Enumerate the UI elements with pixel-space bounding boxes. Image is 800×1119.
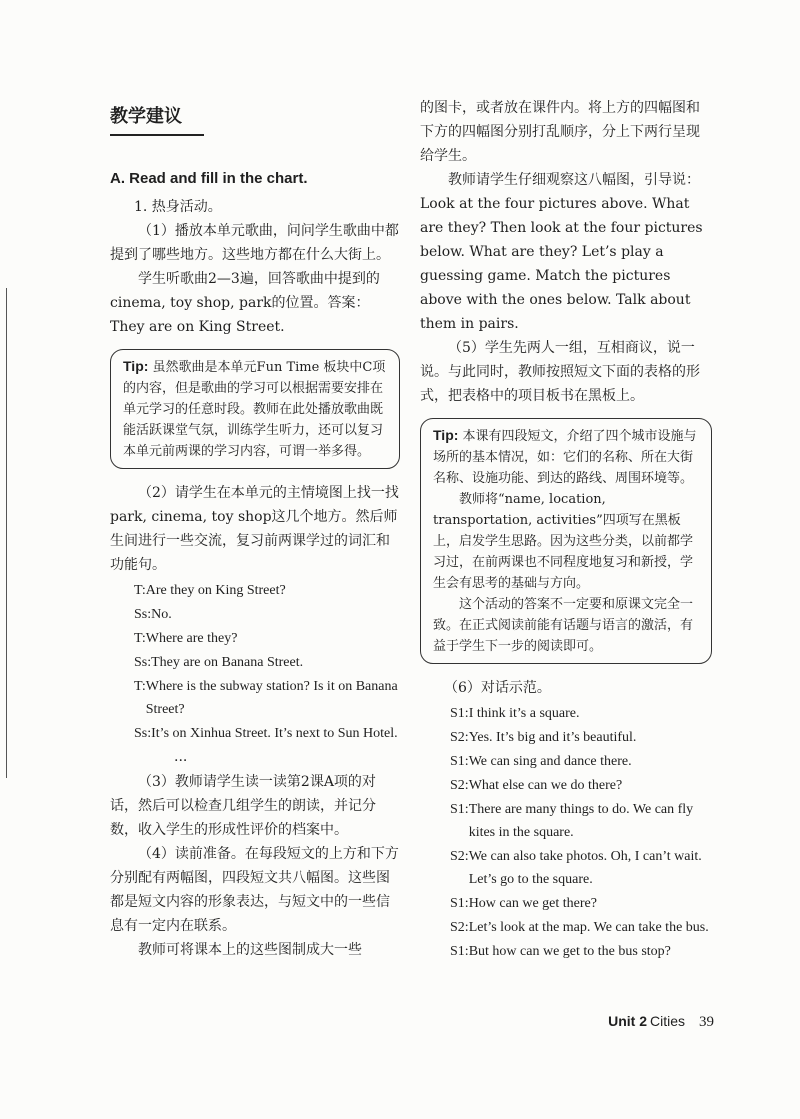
dialog-line	[134, 651, 400, 674]
dialog-line	[450, 892, 712, 915]
dialog-text: We can also take photos. Oh, I can’t wait. Let’s go to the square.	[468, 849, 702, 887]
step-1-4-continued: 教师可将课本上的这些图制成大一些	[138, 942, 362, 958]
continued-paragraph: 的图卡，或者放在课件内。将上方的四幅图和下方的四幅图分别打乱顺序，分上下两行呈现给学生。	[420, 100, 700, 164]
dialog-line	[134, 627, 400, 650]
dialog-text: But how can we get to the bus stop?	[468, 944, 671, 959]
dialog-line	[134, 675, 400, 721]
dialog-line	[450, 798, 712, 844]
unit-label: Unit 2	[608, 1013, 647, 1029]
sub-heading: A. Read and fill in the chart.	[110, 170, 308, 187]
speaker: S1:	[450, 754, 469, 769]
dialog-line	[450, 726, 712, 749]
step-1-1: （1）播放本单元歌曲，问问学生歌曲中都提到了哪些地方。这些地方都在什么大街上。	[110, 223, 399, 263]
tip-text: 本课有四段短文，介绍了四个城市设施与场所的基本情况，如：它们的名称、所在大街名称、设施功能、到达的路线、周围环境等。	[433, 429, 697, 486]
dialog-text: Yes. It’s big and it’s beautiful.	[468, 730, 637, 745]
dialog-line	[134, 579, 400, 602]
speaker: T:	[134, 631, 146, 646]
dialog-text: No.	[151, 607, 172, 622]
right-column	[420, 96, 712, 965]
tip-text: 这个活动的答案不一定要和原课文完全一致。在正式阅读前能有话题与语言的激活，有益于学生下一步的阅读即可。	[433, 597, 694, 654]
step-1-4: （4）读前准备。在每段短文的上方和下方分别配有两幅图，四段短文共八幅图。这些图都是短文内容的形象表达，与短文中的一些信息有一定内在联系。	[110, 846, 399, 934]
dialog-text: They are on Banana Street.	[151, 655, 304, 670]
dialog-text: Where are they?	[145, 631, 238, 646]
tip-text: 教师将“name, location, transportation, activities”四项写在黑板上，启发学生思路。因为这些分类，以前都学习过，在前两课也不同程度地复习和新授，学生会有思考的基础与方向。	[433, 492, 694, 591]
dialog-text: Are they on King Street?	[145, 583, 286, 598]
dialog-line	[450, 940, 712, 963]
dialog-left	[110, 579, 400, 768]
dialog-text: I think it’s a square.	[468, 706, 580, 721]
dialog-line	[450, 702, 712, 725]
step-1-5: （5）学生先两人一组，互相商议，说一说。与此同时，教师按照短文下面的表格的形式，把表格中的项目板书在黑板上。	[420, 340, 700, 404]
speaker: S2:	[450, 849, 469, 864]
tip-label: Tip:	[433, 427, 459, 443]
speaker: Ss:	[134, 607, 152, 622]
speaker: T:	[134, 679, 146, 694]
dialog-text: How can we get there?	[468, 896, 597, 911]
unit-title: Cities	[649, 1013, 685, 1029]
dialog-text: Let’s look at the map. We can take the bus.	[468, 920, 709, 935]
tip-box-1	[110, 349, 400, 469]
speaker: Ss:	[134, 655, 152, 670]
speaker: Ss:	[134, 726, 152, 741]
left-column	[110, 96, 400, 962]
page-number: 39	[699, 1014, 714, 1030]
dialog-text: What else can we do there?	[468, 778, 623, 793]
speaker: T:	[134, 583, 146, 598]
dialog-line	[450, 845, 712, 891]
speaker: S1:	[450, 802, 469, 817]
speaker: S2:	[450, 778, 469, 793]
speaker: S1:	[450, 896, 469, 911]
dialog-line	[134, 722, 400, 745]
step-1-6: （6）对话示范。	[444, 680, 551, 696]
step-1: 1. 热身活动。	[134, 199, 222, 215]
dialog-line	[450, 916, 712, 939]
margin-rule	[0, 288, 7, 778]
dialog-text: Where is the subway station? Is it on Banana Street?	[145, 679, 398, 717]
tip-text: 虽然歌曲是本单元Fun Time 板块中C项的内容，但是歌曲的学习可以根据需要安排在单元学习的任意时段。教师在此处播放歌曲既能活跃课堂气氛，训练学生听力，还可以复习本单元前两课的学习内容，可谓一举多得。	[123, 360, 386, 459]
tip-box-2	[420, 418, 712, 664]
step-1-3: （3）教师请学生读一读第2课A项的对话，然后可以检查几组学生的朗读，并记分数，收入学生的形成性评价的档案中。	[110, 774, 376, 838]
section-title: 教学建议	[110, 96, 204, 136]
dialog-right	[420, 702, 712, 963]
page-footer	[608, 1013, 714, 1031]
speaker: S2:	[450, 920, 469, 935]
dialog-line	[450, 774, 712, 797]
dialog-text: There are many things to do. We can fly kites in the square.	[468, 802, 694, 840]
step-1-1-answer: 学生听歌曲2—3遍，回答歌曲中提到的cinema, toy shop, park的位置。答案：They are on King Street.	[110, 271, 380, 335]
guidance-paragraph: 教师请学生仔细观察这八幅图，引导说：Look at the four pictures above. What are they? Then look at the four pictures below. What are they? Let’s play a guessing game. Match the pictures above with the ones below. Talk about them in pairs.	[420, 172, 703, 332]
dialog-text: We can sing and dance there.	[468, 754, 632, 769]
dialog-ellipsis: ...	[174, 749, 188, 765]
speaker: S1:	[450, 706, 469, 721]
step-1-2: （2）请学生在本单元的主情境图上找一找park, cinema, toy shop这几个地方。然后师生间进行一些交流，复习前两课学过的词汇和功能句。	[110, 485, 399, 573]
speaker: S2:	[450, 730, 469, 745]
tip-label: Tip:	[123, 358, 149, 374]
dialog-text: It’s on Xinhua Street. It’s next to Sun Hotel.	[151, 726, 398, 741]
dialog-line	[134, 603, 400, 626]
speaker: S1:	[450, 944, 469, 959]
dialog-line	[450, 750, 712, 773]
